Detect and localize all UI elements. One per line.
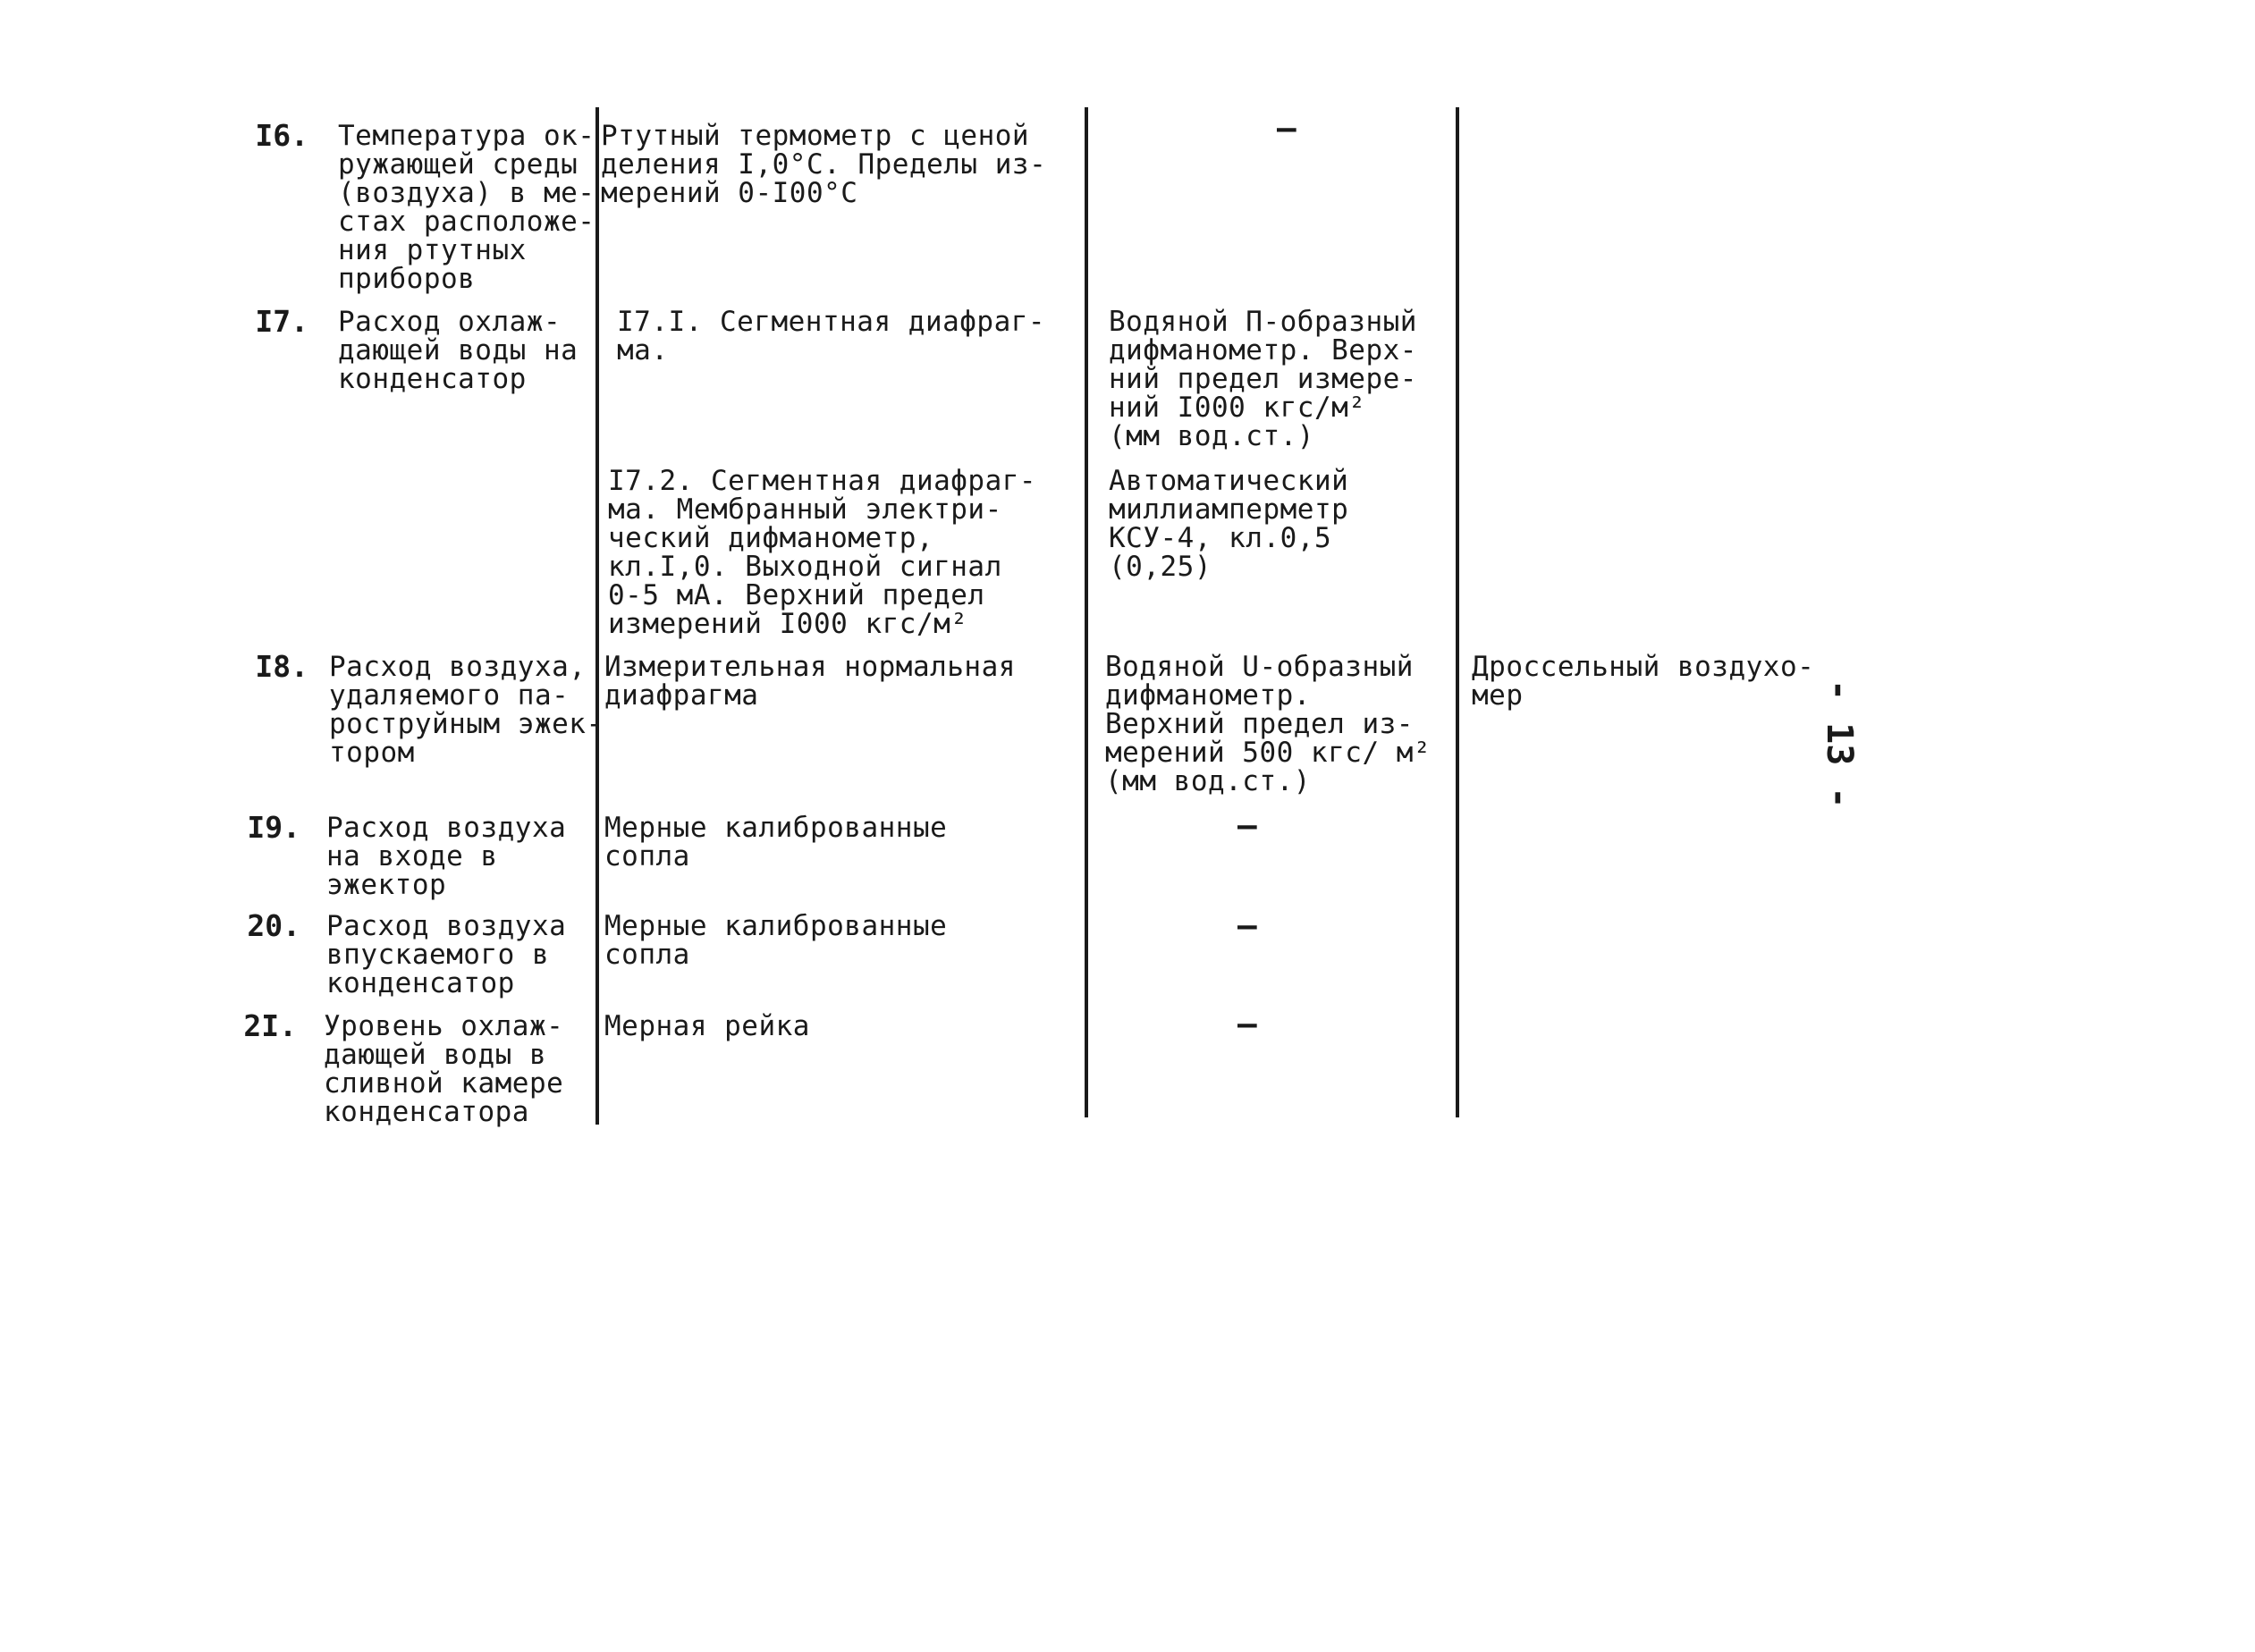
parameter-cell: Расход воздуха на входе в эжектор bbox=[326, 812, 567, 901]
row-number: I6. bbox=[255, 118, 308, 153]
row-number: I9. bbox=[247, 810, 300, 845]
column-divider-2 bbox=[1085, 107, 1088, 1117]
empty-dash: – bbox=[1237, 807, 1257, 844]
empty-dash: – bbox=[1237, 907, 1257, 944]
parameter-cell: Расход охлаж- дающей воды на конденсатор bbox=[338, 306, 579, 395]
row-number: I8. bbox=[255, 649, 308, 684]
page-number: - 13 - bbox=[1819, 679, 1860, 809]
empty-dash: – bbox=[1237, 1006, 1257, 1042]
parameter-cell: Расход воздуха, удаляемого па- роструйным эжек- тором bbox=[329, 651, 604, 769]
method-cell: Мерные калиброванные сопла bbox=[604, 812, 948, 872]
device-cell: Автоматический миллиамперметр КСУ-4, кл.0,5 (0,25) bbox=[1109, 465, 1349, 583]
method-cell: Мерная рейка bbox=[604, 1010, 810, 1042]
method-cell: I7.I. Сегментная диафраг- ма. bbox=[617, 306, 1046, 367]
method-cell: Мерные калиброванные сопла bbox=[604, 910, 948, 971]
method-cell: Ртутный термометр с ценой деления I,0°С. Пределы из- мерений 0-I00°С bbox=[601, 120, 1047, 209]
empty-dash: – bbox=[1277, 110, 1296, 147]
parameter-cell: Уровень охлаж- дающей воды в сливной камере конденсатора bbox=[324, 1010, 564, 1128]
device-cell: Водяной U-образный дифманометр. Верхний предел из- мерений 500 кгс/ м² (мм вод.ст.) bbox=[1105, 651, 1432, 797]
method-cell: Измерительная нормальная диафрагма bbox=[604, 651, 1016, 712]
note-cell: Дроссельный воздухо- мер bbox=[1472, 651, 1815, 712]
column-divider-1 bbox=[595, 107, 599, 1125]
row-number: 2I. bbox=[243, 1008, 297, 1043]
device-cell: Водяной П-образный дифманометр. Верх- ний предел измере- ний I000 кгс/м² (мм вод.ст.) bbox=[1109, 306, 1417, 452]
method-cell: I7.2. Сегментная диафраг- ма. Мембранный электри- ческий дифманометр, кл.I,0. Выходной сигнал 0-5 мА. Верхний предел измерений I000 кгс/м² bbox=[608, 465, 1037, 640]
parameter-cell: Температура ок- ружающей среды (воздуха) в ме- стах расположе- ния ртутных приборов bbox=[338, 120, 595, 295]
row-number: I7. bbox=[255, 304, 308, 339]
column-divider-3 bbox=[1456, 107, 1459, 1117]
parameter-cell: Расход воздуха впускаемого в конденсатор bbox=[326, 910, 567, 999]
row-number: 20. bbox=[247, 908, 300, 943]
